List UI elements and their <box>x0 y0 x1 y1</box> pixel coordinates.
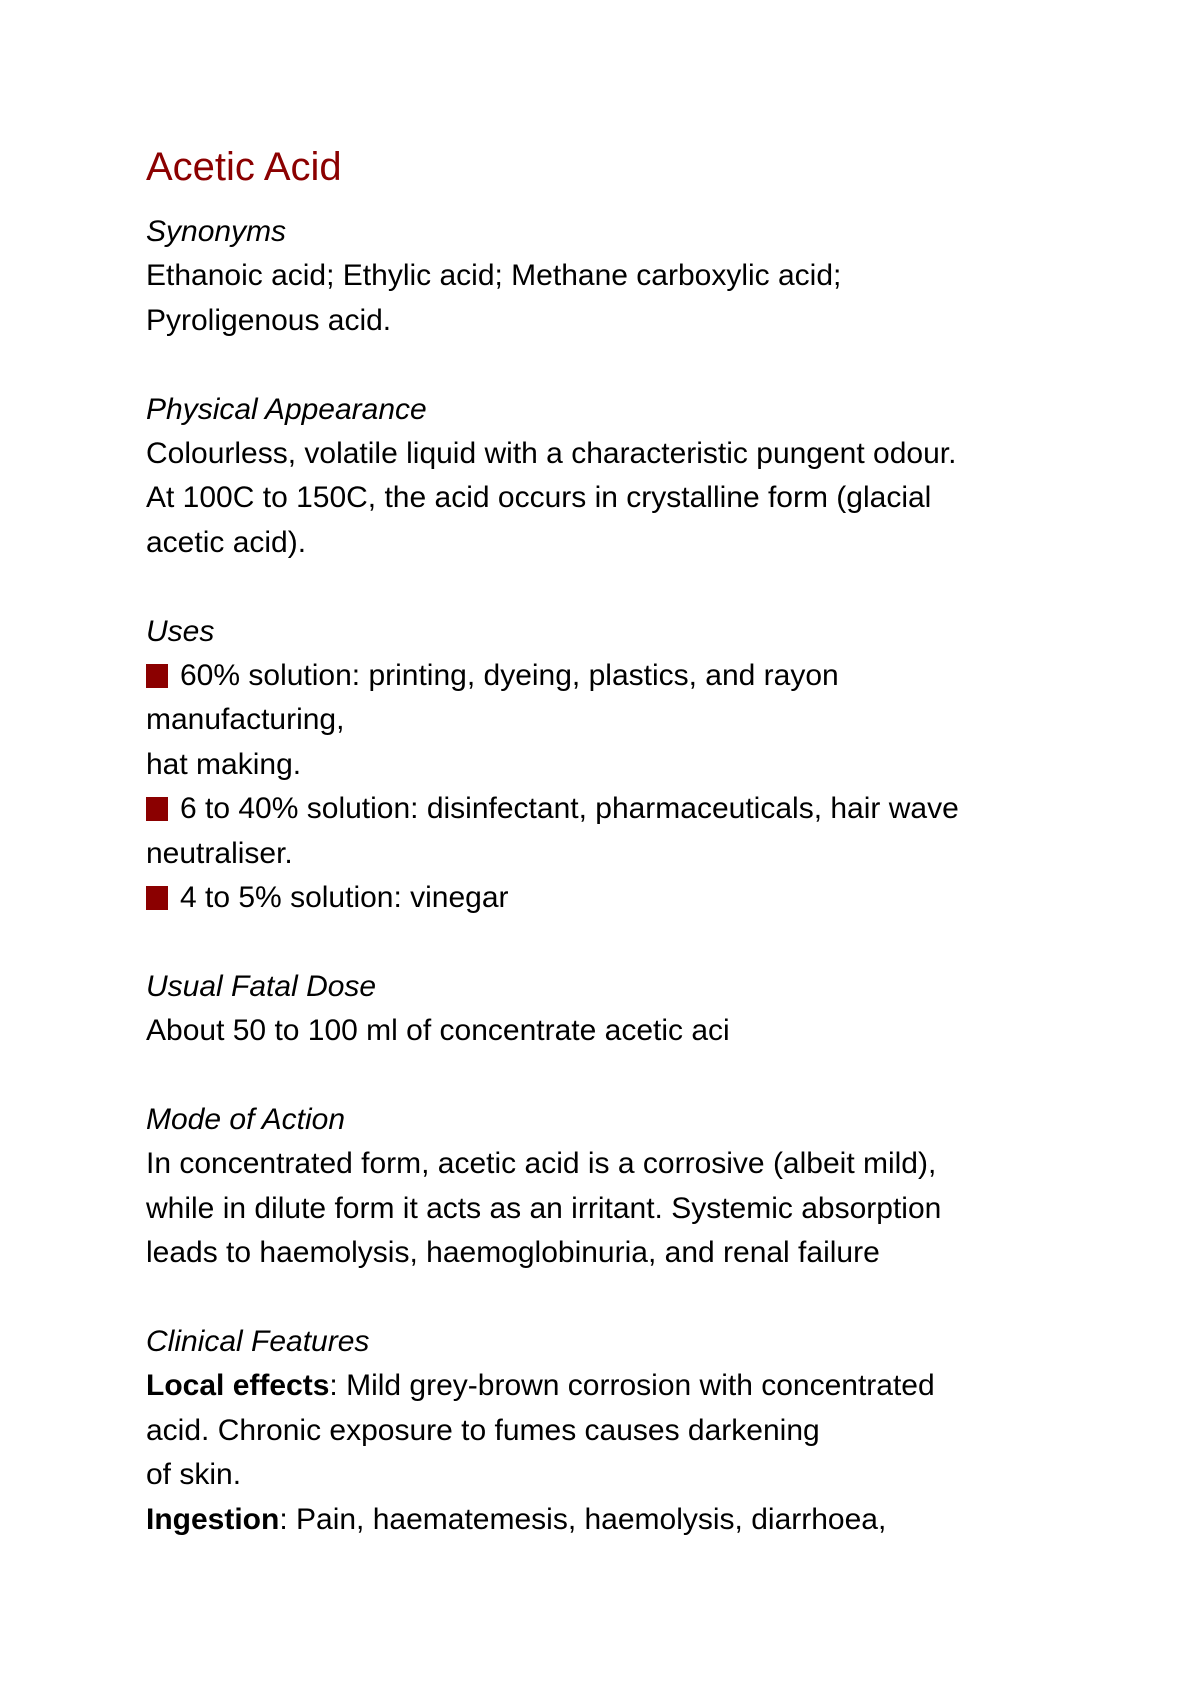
local-effects-text: : Mild grey-brown corrosion with concentrated <box>329 1369 935 1403</box>
uses-heading: Uses <box>146 614 215 648</box>
spacer <box>146 343 1126 387</box>
spacer <box>146 565 1126 609</box>
mode-of-action-line: while in dilute form it acts as an irritant. Systemic absorption <box>146 1191 942 1225</box>
uses-item-text: 4 to 5% solution: vinegar <box>180 881 509 915</box>
appearance-heading: Physical Appearance <box>146 392 427 426</box>
uses-item-text: 6 to 40% solution: disinfectant, pharmaceuticals, hair wave <box>180 792 959 826</box>
synonyms-line: Pyroligenous acid. <box>146 303 392 337</box>
uses-item-text: 60% solution: printing, dyeing, plastics, and rayon <box>180 659 839 693</box>
fatal-dose-section <box>146 965 1126 1054</box>
spacer <box>146 920 1126 964</box>
mode-of-action-section <box>146 1098 1126 1276</box>
ingestion-label: Ingestion <box>146 1502 280 1536</box>
uses-item <box>146 787 1126 831</box>
ingestion-line <box>146 1498 1126 1542</box>
mode-of-action-line: leads to haemolysis, haemoglobinuria, and renal failure <box>146 1236 880 1270</box>
synonyms-section <box>146 210 1126 343</box>
spacer <box>146 1054 1126 1098</box>
synonyms-heading: Synonyms <box>146 215 287 248</box>
uses-line: hat making. <box>146 747 302 781</box>
fatal-dose-heading: Usual Fatal Dose <box>146 969 377 1003</box>
clinical-features-section <box>146 1320 1126 1542</box>
uses-line: manufacturing, <box>146 703 345 737</box>
fatal-dose-line: About 50 to 100 ml of concentrate acetic aci <box>146 1014 730 1048</box>
appearance-line: At 100C to 150C, the acid occurs in crystalline form (glacial <box>146 481 932 515</box>
synonyms-line: Ethanoic acid; Ethylic acid; Methane carboxylic acid; <box>146 259 842 293</box>
appearance-line: acetic acid). <box>146 525 307 559</box>
clinical-features-heading: Clinical Features <box>146 1325 370 1359</box>
local-effects-line: acid. Chronic exposure to fumes causes darkening <box>146 1413 820 1447</box>
square-bullet-icon <box>146 886 168 910</box>
uses-line: neutraliser. <box>146 836 293 870</box>
uses-item <box>146 654 1126 698</box>
page-title: Acetic Acid <box>146 145 342 189</box>
appearance-line: Colourless, volatile liquid with a characteristic pungent odour. <box>146 437 957 471</box>
appearance-section <box>146 388 1126 566</box>
square-bullet-icon <box>146 664 168 688</box>
spacer <box>146 1276 1126 1320</box>
local-effects-label: Local effects <box>146 1369 330 1403</box>
uses-section <box>146 610 1126 921</box>
local-effects-line <box>146 1364 1126 1408</box>
document-page <box>146 142 1126 1542</box>
mode-of-action-heading: Mode of Action <box>146 1103 345 1137</box>
square-bullet-icon <box>146 797 168 821</box>
mode-of-action-line: In concentrated form, acetic acid is a corrosive (albeit mild), <box>146 1147 937 1181</box>
uses-item <box>146 876 1126 920</box>
ingestion-text: : Pain, haematemesis, haemolysis, diarrhoea, <box>279 1502 887 1536</box>
local-effects-line: of skin. <box>146 1458 242 1492</box>
